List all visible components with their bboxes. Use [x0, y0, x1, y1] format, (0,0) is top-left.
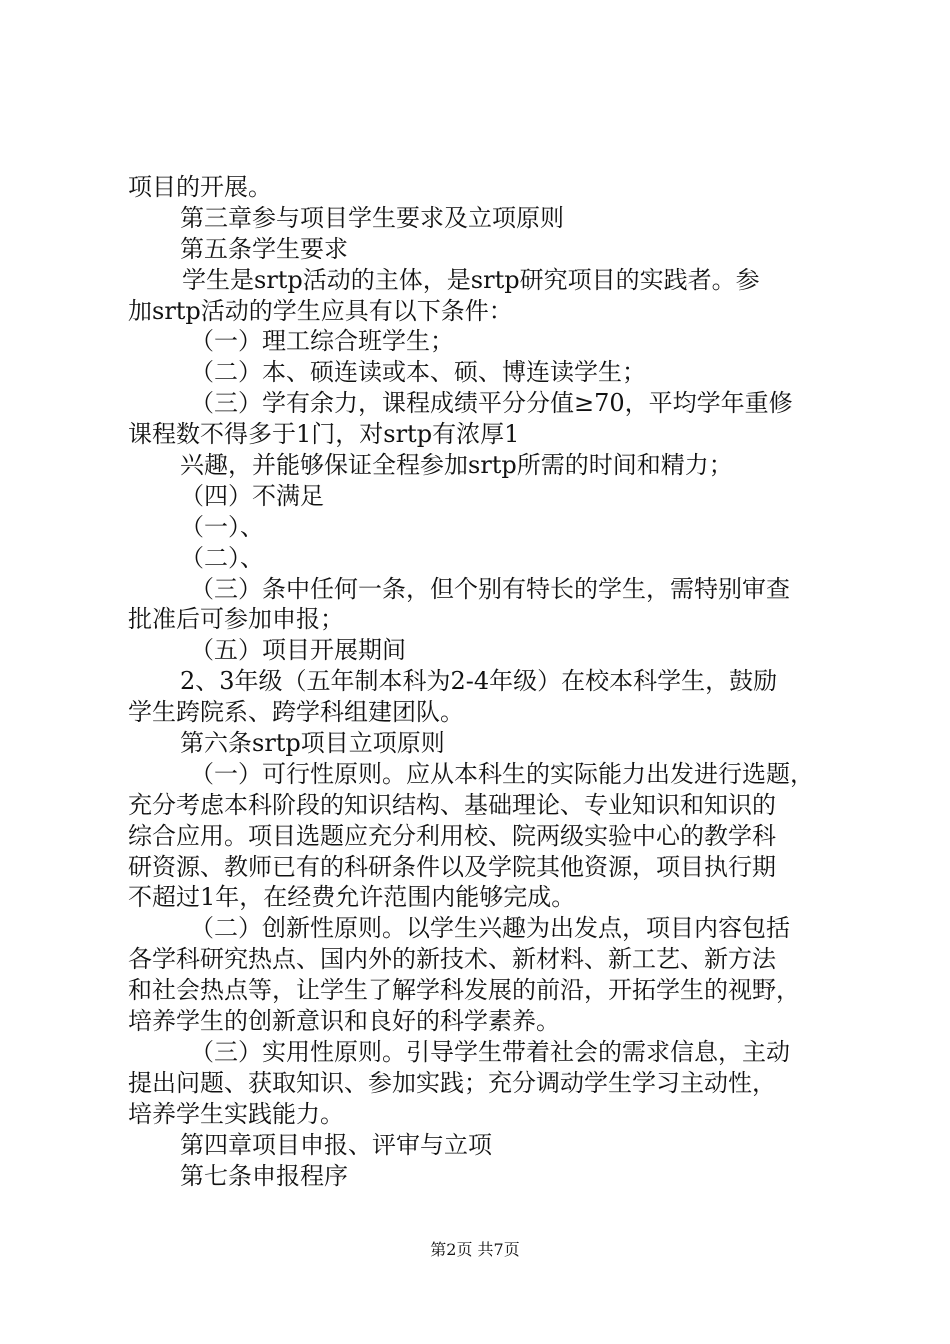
- paragraph-line: 不超过1年，在经费允许范围内能够完成。: [128, 883, 576, 912]
- paragraph-line: 各学科研究热点、国内外的新技术、新材料、新工艺、新方法: [128, 945, 776, 974]
- paragraph-line: 批准后可参加申报；: [128, 605, 344, 634]
- page-number-footer: 第2页 共7页: [430, 1240, 520, 1259]
- paragraph-line: 学生是srtp活动的主体，是srtp研究项目的实践者。参: [182, 265, 760, 294]
- paragraph-line: 综合应用。项目选题应充分利用校、院两级实验中心的教学科: [128, 821, 776, 850]
- list-item: （一）、: [180, 512, 264, 541]
- document-body: [128, 172, 833, 1191]
- list-item: （三）实用性原则。引导学生带着社会的需求信息，主动: [190, 1037, 790, 1066]
- list-item: （一）可行性原则。应从本科生的实际能力出发进行选题，: [190, 759, 814, 788]
- list-item: （五）项目开展期间: [190, 636, 406, 665]
- list-item: （二）本、硕连读或本、硕、博连读学生；: [190, 358, 646, 387]
- list-item: （二）创新性原则。以学生兴趣为出发点，项目内容包括: [190, 914, 790, 943]
- paragraph-line: 课程数不得多于1门，对srtp有浓厚1: [128, 420, 520, 449]
- paragraph-line: 兴趣，并能够保证全程参加srtp所需的时间和精力；: [180, 451, 733, 480]
- list-item: （四）不满足: [180, 481, 324, 510]
- paragraph-line: 培养学生的创新意识和良好的科学素养。: [128, 1007, 560, 1036]
- paragraph-line: 研资源、教师已有的科研条件以及学院其他资源，项目执行期: [128, 852, 776, 881]
- article-heading: 第六条srtp项目立项原则: [180, 729, 445, 758]
- list-item: （一）理工综合班学生；: [190, 327, 454, 356]
- list-item: （三）学有余力，课程成绩平分分值≥70，平均学年重修: [190, 389, 793, 418]
- paragraph-line: 学生跨院系、跨学科组建团队。: [128, 698, 464, 727]
- paragraph-line: 2、3年级（五年制本科为2-4年级）在校本科学生，鼓励: [180, 667, 778, 696]
- text-line: 项目的开展。: [128, 173, 272, 201]
- paragraph-line: 加srtp活动的学生应具有以下条件：: [128, 296, 513, 325]
- paragraph-line: 充分考虑本科阶段的知识结构、基础理论、专业知识和知识的: [128, 790, 776, 819]
- paragraph-line: 提出问题、获取知识、参加实践；充分调动学生学习主动性，: [128, 1068, 776, 1097]
- article-heading: 第五条学生要求: [180, 234, 348, 263]
- chapter-heading: 第三章参与项目学生要求及立项原则: [180, 203, 564, 232]
- list-item: （二）、: [180, 543, 264, 572]
- paragraph-line: 和社会热点等，让学生了解学科发展的前沿，开拓学生的视野，: [128, 976, 800, 1005]
- paragraph-line: 培养学生实践能力。: [128, 1099, 344, 1128]
- article-heading: 第七条申报程序: [180, 1161, 348, 1190]
- list-item: （三）条中任何一条，但个别有特长的学生，需特别审查: [190, 574, 790, 603]
- chapter-heading: 第四章项目申报、评审与立项: [180, 1130, 492, 1159]
